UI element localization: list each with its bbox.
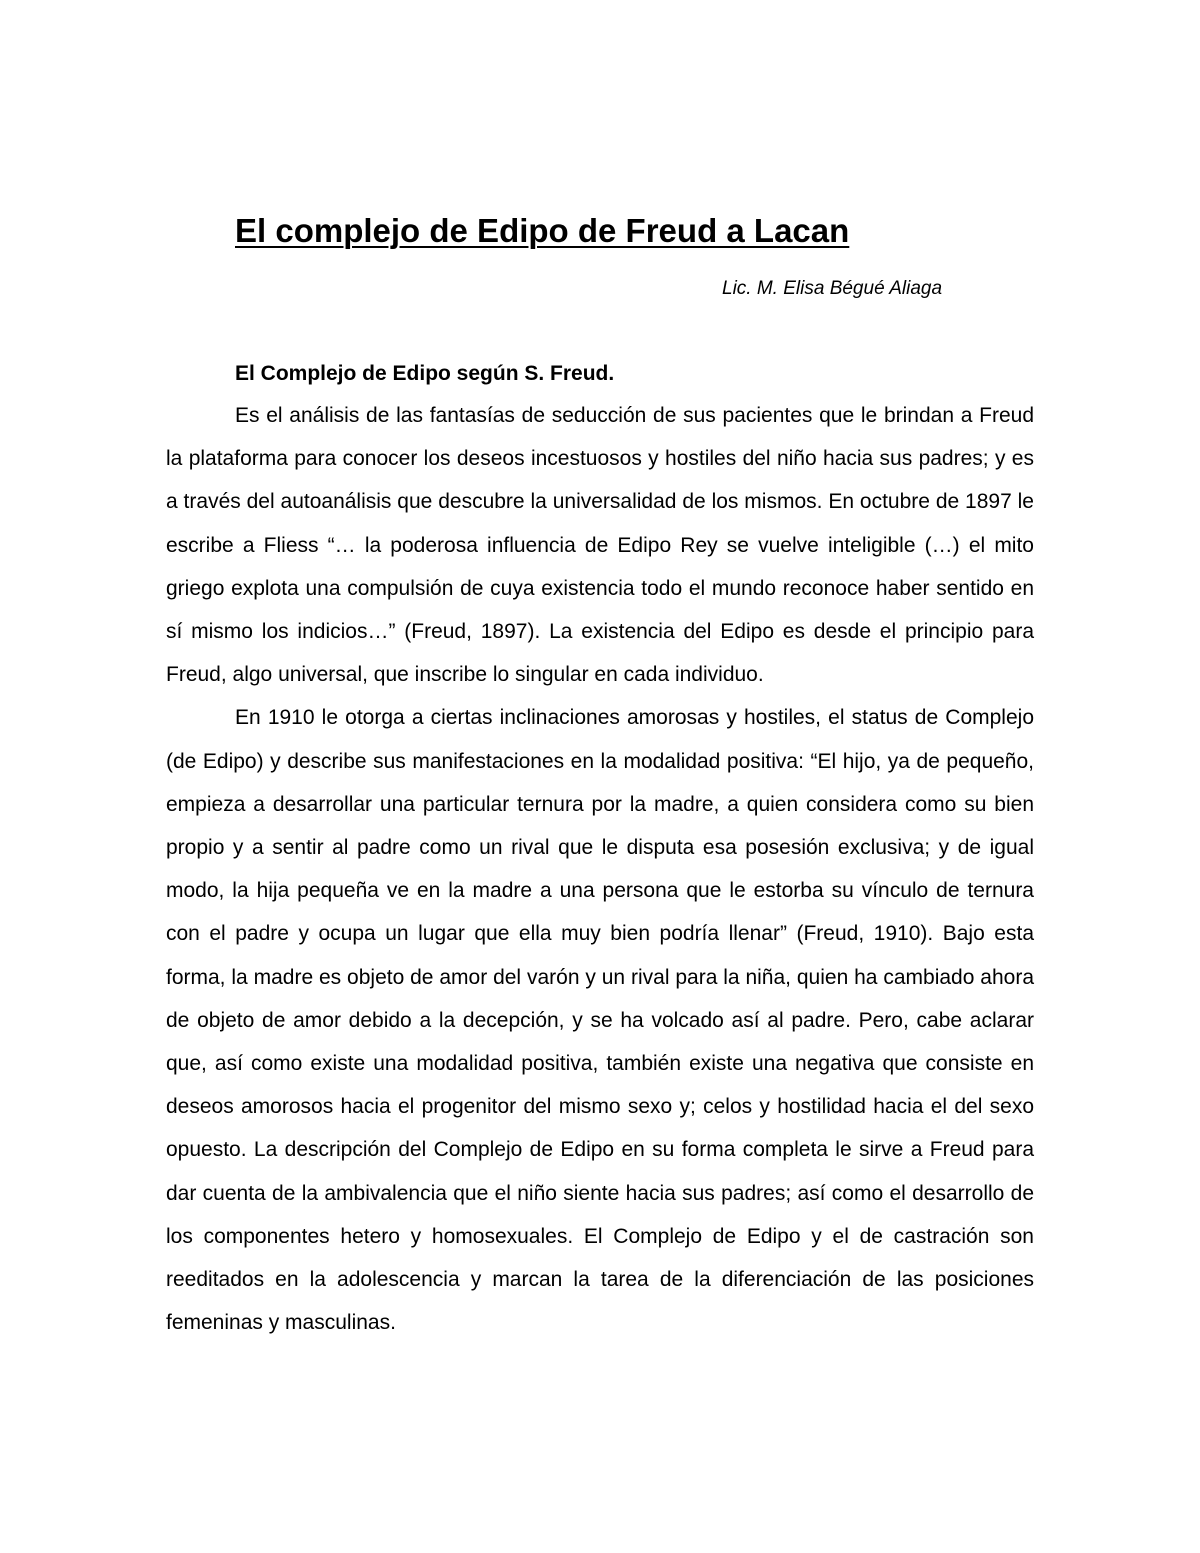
paragraph: En 1910 le otorga a ciertas inclinaciones amorosas y hostiles, el status de Complejo (de Edipo) y describe sus manifestaciones en la modalidad positiva: “El hijo, ya de pequeño, empieza a desarrollar una particular ternura por la madre, a quien considera como su bien propio y a sentir al padre como un rival que le disputa esa posesión exclusiva; y de igual modo, la hija pequeña ve en la madre a una persona que le estorba su vínculo de ternura con el padre y ocupa un lugar que ella muy bien podría llenar” (Freud, 1910). Bajo esta forma, la madre es objeto de amor del varón y un rival para la niña, quien ha cambiado ahora de objeto de amor debido a la decepción, y se ha volcado así al padre. Pero, cabe aclarar que, así como existe una modalidad positiva, también existe una negativa que consiste en deseos amorosos hacia el progenitor del mismo sexo y; celos y hostilidad hacia el del sexo opuesto. La descripción del Complejo de Edipo en su forma completa le sirve a Freud para dar cuenta de la ambivalencia que el niño siente hacia sus padres; así como el desarrollo de los componentes hetero y homosexuales. El Complejo de Edipo y el de castración son reeditados en la adolescencia y marcan la tarea de la diferenciación de las posiciones femeninas y masculinas. <box>166 706 1034 1335</box>
section-heading: El Complejo de Edipo según S. Freud. <box>235 362 615 385</box>
document-body <box>166 394 1034 1344</box>
document-title: El complejo de Edipo de Freud a Lacan <box>235 212 850 249</box>
paragraph: Es el análisis de las fantasías de seducción de sus pacientes que le brindan a Freud la plataforma para conocer los deseos incestuosos y hostiles del niño hacia sus padres; y es a través del autoanálisis que descubre la universalidad de los mismos. En octubre de 1897 le escribe a Fliess “… la poderosa influencia de Edipo Rey se vuelve inteligible (…) el mito griego explota una compulsión de cuya existencia todo el mundo reconoce haber sentido en sí mismo los indicios…” (Freud, 1897). La existencia del Edipo es desde el principio para Freud, algo universal, que inscribe lo singular en cada individuo. <box>166 404 1034 687</box>
author-name: Lic. M. Elisa Bégué Aliaga <box>722 278 943 299</box>
